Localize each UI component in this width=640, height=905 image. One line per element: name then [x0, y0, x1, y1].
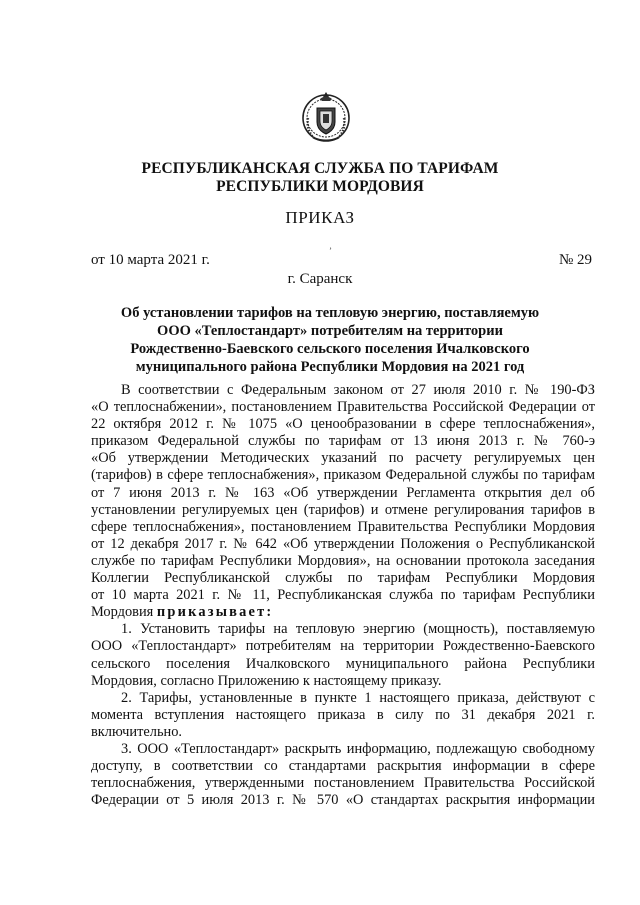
body-line: установлении регулируемых цен (тарифов) и отмене регулирования тарифов в	[91, 501, 595, 518]
body-line: службе по тарифам Республики Мордовия», на основании протокола заседания	[91, 552, 595, 569]
title-line: муниципального района Республики Мордовия на 2021 год	[135, 359, 525, 375]
body-line: сфере теплоснабжения», постановлением Правительства Республики Мордовия	[91, 518, 595, 535]
item-2-line: 2. Тарифы, установленные в пункте 1 настоящего приказа, действуют с	[121, 689, 595, 706]
body-line: 22 октября 2012 г. № 1075 «О ценообразовании в сфере теплоснабжения»,	[91, 416, 595, 433]
item-3-line: Федерации от 5 июля 2013 г. № 570 «О стандартах раскрытия информации	[91, 792, 595, 809]
body-line-resolution	[91, 604, 595, 621]
title-line: Рождественно-Баевского сельского поселения Ичалковского	[130, 341, 530, 357]
body-line: «Об утверждении Методических указаний по расчету регулируемых цен	[91, 450, 595, 467]
body-line: (тарифов) в сфере теплоснабжения», приказом Федеральной службы по тарифам	[91, 467, 595, 484]
item-1-line: 1. Установить тарифы на тепловую энергию (мощность), поставляемую	[121, 621, 595, 638]
item-3-line: 3. ООО «Теплостандарт» раскрыть информацию, подлежащую свободному	[121, 740, 595, 757]
body-line: приказом Федеральной службы по тарифам от 13 июня 2013 г. № 760-э	[91, 433, 595, 450]
body-line: от 12 декабря 2017 г. № 642 «Об утверждении Положения о Республиканской	[91, 535, 595, 552]
item-2-line: момента вступления настоящего приказа в силу по 31 декабря 2021 г.	[91, 706, 595, 723]
body-line: от 7 июня 2013 г. № 163 «Об утверждении Регламента открытия дел об	[91, 484, 595, 501]
document-date: от 10 марта 2021 г.	[91, 252, 210, 268]
title-line: ООО «Теплостандарт» потребителям на территории	[157, 323, 503, 339]
body-line: В соответствии с Федеральным законом от 27 июля 2010 г. № 190-ФЗ	[121, 382, 595, 398]
title-line: Об установлении тарифов на тепловую энергию, поставляемую	[120, 305, 540, 321]
body-line: Коллегии Республиканской службы по тарифам Республики Мордовия	[91, 570, 595, 587]
document-type: ПРИКАЗ	[285, 208, 355, 227]
document-city: г. Саранск	[287, 271, 353, 287]
organization-name-line2: РЕСПУБЛИКИ МОРДОВИЯ	[216, 178, 424, 195]
resolution-prefix: Мордовия	[91, 604, 154, 621]
document-title	[60, 304, 600, 376]
document-number: № 29	[558, 252, 592, 268]
item-1-line: Мордовия, согласно Приложению к настоящему приказу.	[91, 672, 442, 689]
item-2-line: включительно.	[91, 723, 183, 740]
item-3-line: доступу, в соответствии со стандартами раскрытия информации в сфере	[91, 758, 595, 775]
organization-name-line1: РЕСПУБЛИКАНСКАЯ СЛУЖБА ПО ТАРИФАМ	[141, 160, 499, 177]
item-3-line: теплоснабжения, утвержденными постановлением Правительства Российской	[91, 775, 595, 792]
item-1-line: сельского поселения Ичалковского муниципального района Республики	[91, 655, 595, 672]
resolution-keyword: приказывает:	[156, 604, 274, 621]
item-1-line: ООО «Теплостандарт» потребителям на территории Рождественно-Баевского	[91, 638, 595, 655]
document-body	[91, 382, 595, 809]
stray-mark: ’	[329, 246, 332, 256]
body-line: «О теплоснабжении», постановлением Правительства Российской Федерации от	[91, 399, 595, 416]
body-line: от 10 марта 2021 г. № 11, Республиканская служба по тарифам Республики	[91, 587, 595, 604]
coat-of-arms-emblem	[300, 88, 352, 144]
